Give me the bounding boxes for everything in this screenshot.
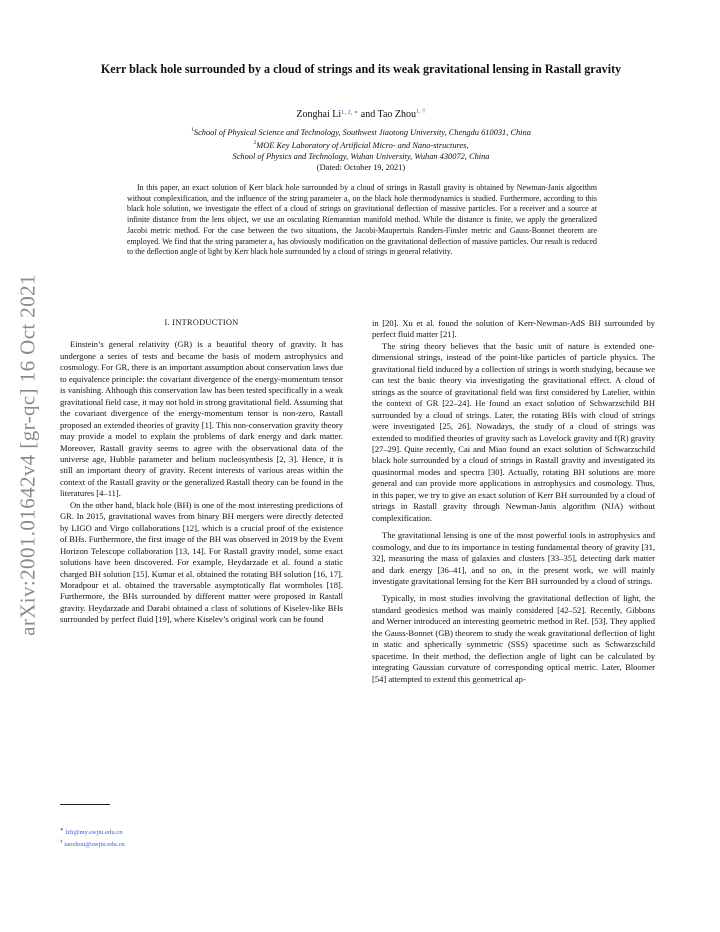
author-2: Tao Zhou [377,109,416,120]
author-conjunction: and [360,109,376,120]
section-heading-introduction: I. INTRODUCTION [164,318,239,327]
footnote-1: ∗ lzh@my.swjtu.edu.cn [60,827,123,837]
right-paragraph-1: in [20]. Xu et al. found the solution of Kerr-Newman-AdS BH surrounded by perfect fluid matter [21]. [372,318,655,340]
affiliations [80,125,642,173]
right-paragraph-2: The string theory believes that the basic unit of nature is extended one-dimensional strings, instead of the point-like particles of particle physics. The gravitational field induced by a collection of strings is worth studying, because we can test the basic theory via investigating the gravitational effect. A cloud of strings as the source of gravitational field was first considered by Latelier, within the context of GR [22–24]. He found an exact solution of Schwarzschild BH surrounded by a cloud of strings. Later, the rotating BHs with cloud of strings were investigated [25, 26]. Nowadays, the study of a cloud of strings was extended to modified theories of gravity such as Lovelock gravity and f(R) gravity [27–29]. Quite recently, Cai and Miao found an exact solution of Schwarzschild black hole surrounded by a cloud of strings in Rastall gravity and investigated its quasinormal modes and spectra [30]. Actually, rotating BH solutions are more general and can provide more applications in astrophysics and cosmology. Thus, in this paper, we try to give an exact solution of Kerr BH surrounded by a cloud of strings in Rastall gravity through Newman-Janis algorithm (NJA) without complexification. [372,340,655,523]
right-column [372,318,655,685]
abstract-text: In this paper, an exact solution of Kerr black hole surrounded by a cloud of strings in Rastall gravity is obtained by Newman-Janis algorithm without complexification, and the influence of the string parameter a₀ on the black hole thermodynamics is studied. Furthermore, according to this black hole solution, we investigate the effect of a cloud of strings on gravitational deflection of massive particles. For a receiver and a source at infinite distance from the lens object, we use an osculating Riemannian manifold method. While the distance is finite, we apply the generalized Jacobi metric method. For the case between the two situations, the Jacobi-Maupertuis Randers-Finsler metric and Gauss-Bonnet theorem are employed. We find that the string parameter a₀ has obviously modification on the gravitational deflection of massive particles. Our result is reduced to the deflection angle of light by Kerr black hole surrounded by a cloud of strings in general relativity. [127,183,597,257]
arxiv-stamp-text: arXiv:2001.01642v4 [gr-qc] 16 Oct 2021 [15,274,40,636]
dated-line: (Dated: October 19, 2021) [316,163,406,173]
right-paragraph-4: Typically, in most studies involving the gravitational deflection of light, the standard geodesics method was mainly considered [42–52]. Recently, Gibbons and Werner introduced an interesting geometric method in Ref. [53]. They applied the Gauss-Bonnet (GB) theorem to study the weak gravitational deflection of light in static and spherically symmetric (SSS) spacetime such as Schwarzschild spacetime. In their method, the deflection angle of light can be calculated by integrating Gaussian curvature of corresponding optical metric. Later, Bloomer [54] attempted to extend this geometrical ap- [372,593,655,684]
footnote-2: † taozhou@swjtu.edu.cn [60,838,125,848]
affiliation-2-continued: School of Physics and Technology, Wuhan University, Wuhan 430072, China [232,152,490,161]
email-link-1[interactable]: lzh@my.swjtu.edu.cn [65,829,123,837]
author-1-marks: 1, 2, ∗ [341,109,359,116]
right-paragraph-3: The gravitational lensing is one of the most powerful tools in astrophysics and cosmology, and due to its importance in testing fundamental theory of gravity [31, 32], measuring the mass of galaxies and clusters [33–35], detecting dark matter and dark energy [36–41], and so on, in the present work, we will mainly investigate gravitational lensing for the Kerr BH surrounded by a cloud of strings. [372,530,655,586]
left-paragraph-1: Einstein’s general relativity (GR) is a beautiful theory of gravity. It has undergone a series of tests and became the basis of modern astrophysics and cosmology. For GR, there is an important assumption about conservation laws due to equivalence principle: the covariant divergence of the energy-momentum tensor is vanishing. Although this conservation law has been tested specifically in a weak gravitational field case, it may not hold in strong gravitational field. Assuming that the covariant divergence of the energy-momentum tensor is non-zero, Rastall proposed an extended theories of gravity [1]. This non-conservation gravity theory may provide a model to explain the problems of dark energy and dark matter. Moreover, Rastall gravity seems to agree with the observational data of the universe age, Hubble parameter and helium nucleosynthesis [2, 3]. Hence, it is still an important theory of gravity. Recent interests of various areas within the context of the Rastall gravity or the generalized Rastall theory can be found in the literatures [4–11]. [60,339,343,499]
left-paragraph-2: On the other hand, black hole (BH) is one of the most interesting predictions of GR. In 2015, gravitational waves from binary BH mergers were directly detected by LIGO and Virgo collaborations [12], which is a crucial proof of the existence of BHs. Furthermore, the first image of the BH was observed in 2019 by the Event Horizon Telescope collaboration [13, 14]. For Rastall gravity model, some exact solutions have been discovered. For example, Heydarzade et al. found a static charged BH solution [15]. Kumar et al. obtained the rotating BH solution [16, 17]. Moradpour et al. obtained the traversable asymptotically flat wormholes [18]. Furthermore, the BHs surrounded by different matter were proposed in Rastall gravity. Heydarzade and Darabi obtained a class of solutions of Kiselev-like BHs surrounded by perfect fluid [19], where Kiselev’s original work can be found [60,499,343,625]
affiliation-2: $^2$MOE Key Laboratory of Artificial Micro- and Nano-structures, [253,140,469,150]
email-link-2[interactable]: taozhou@swjtu.edu.cn [64,840,125,848]
paper-title: Kerr black hole surrounded by a cloud of strings and its weak gravitational lensing in Rastall gravity [100,62,622,76]
author-line [80,109,642,120]
footnote-divider [60,804,110,805]
abstract [127,183,597,258]
left-column [60,317,343,626]
affiliation-1: $^1$School of Physical Science and Technology, Southwest Jiaotong University, Chengdu 610031, China [191,127,531,137]
author-2-marks: 1, † [416,108,426,115]
footnotes [60,826,343,849]
author-1: Zonghai Li [296,109,342,120]
arxiv-stamp [6,255,50,655]
